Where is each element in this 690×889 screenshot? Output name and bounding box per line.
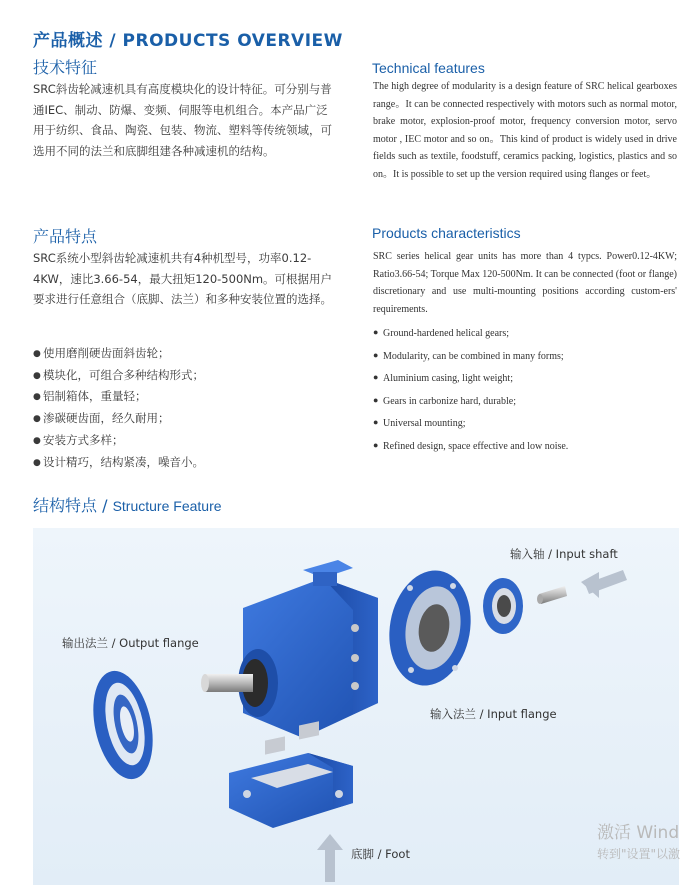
bullet-item: ● Ground-hardened helical gears; [373,322,677,345]
watermark-line-2: 转到"设置"以激 [597,847,681,861]
bullet-dot-icon: ● [373,417,379,428]
foot-part [229,721,353,828]
input-flange-part [381,564,480,692]
bullet-item: ● 安装方式多样； [33,430,336,452]
bullet-item: ● Universal mounting; [373,412,677,435]
bullet-dot-icon: ● [33,435,41,446]
foot-arrow-icon [317,834,343,882]
bullet-item: ● Modularity, can be combined in many forms; [373,345,677,368]
char-bullets-en [373,322,677,458]
tech-body-cn: SRC斜齿轮减速机具有高度模块化的设计特征。可分别与普通IEC、制动、防爆、变频、伺服等电机组合。本产品广泛用于纺织、食品、陶瓷、包装、物流、塑料等传统领域，可选用不同的法兰和底脚组建各种减速机的结构。 [33,82,332,158]
char-body-en: SRC series helical gear units has more than 4 typcs. Power0.12-4KW; Ratio3.66-54; Torque Max 120-500Nm. It can be connected (foot or flange) discretionary and use multi-mounting positions according custom-ers' requirements. [373,251,677,315]
bullet-item: ● Aluminium casing, light weight; [373,367,677,390]
bullet-dot-icon: ● [33,414,41,425]
gearbox-body-part [201,560,378,738]
bullet-item: ● 渗碳硬齿面，经久耐用； [33,408,336,430]
exploded-view-illustration [33,528,679,885]
tech-body-en: The high degree of modularity is a design feature of SRC helical gearboxes range。It can be connected respectively with motors such as normal motor, brake motor, explosion-proof motor, frequency conversion motor, servo motor , IEC motor and so on。This kind of product is widely used in drive fields such as textile, foodstuff, ceramics packing, logistics, plastics and so on。It is possible to set up the version required using flanges or feet。 [373,81,677,180]
label-output-flange: 输出法兰 / Output flange [62,636,199,650]
label-input-flange: 输入法兰 / Input flange [430,707,557,721]
bullet-dot-icon: ● [33,457,41,468]
bullet-item: ● 模块化，可组合多种结构形式； [33,365,336,387]
label-input-shaft: 输入轴 / Input shaft [510,547,618,561]
tech-heading-cn: 技术特征 [33,58,98,77]
bullet-item: ● 铝制箱体，重量轻； [33,386,336,408]
input-arrow-icon [581,570,627,598]
bullet-dot-icon: ● [33,349,41,359]
bullet-dot-icon: ● [373,394,379,405]
input-ring-part [483,578,523,634]
page-title: 产品概述 / PRODUCTS OVERVIEW [33,31,343,51]
input-shaft-part [537,586,567,604]
label-foot: 底脚 / Foot [351,847,410,861]
bullet-dot-icon: ● [373,439,379,450]
bullet-dot-icon: ● [33,370,41,381]
bullet-item: ● Refined design, space effective and low noise. [373,435,677,458]
bullet-dot-icon: ● [373,372,379,383]
bullet-item: ● 使用磨削硬齿面斜齿轮； [33,343,336,365]
char-heading-cn: 产品特点 [33,227,98,246]
char-body-cn: SRC系统小型斜齿轮减速机共有4种机型号，功率0.12-4KW，速比3.66-54，最大扭矩120-500Nm。可根据用户要求进行任意组合（底脚、法兰）和多种安装位置的选择。 [33,251,333,306]
structure-heading [33,493,222,516]
bullet-item: ● 设计精巧，结构紧凑，噪音小。 [33,452,336,474]
tech-heading-en: Technical features [372,60,485,76]
watermark-line-1: 激活 Wind [597,823,680,843]
char-bullets-cn [33,343,336,473]
bullet-dot-icon: ● [33,392,41,403]
structure-heading-en: Structure Feature [112,498,222,514]
bullet-dot-icon: ● [373,349,379,360]
bullet-item: ● Gears in carbonize hard, durable; [373,390,677,413]
output-flange-part [84,665,162,784]
structure-panel [33,528,679,885]
char-heading-en: Products characteristics [372,225,521,241]
bullet-dot-icon: ● [373,327,379,337]
structure-heading-cn: 结构特点 / [33,496,108,515]
